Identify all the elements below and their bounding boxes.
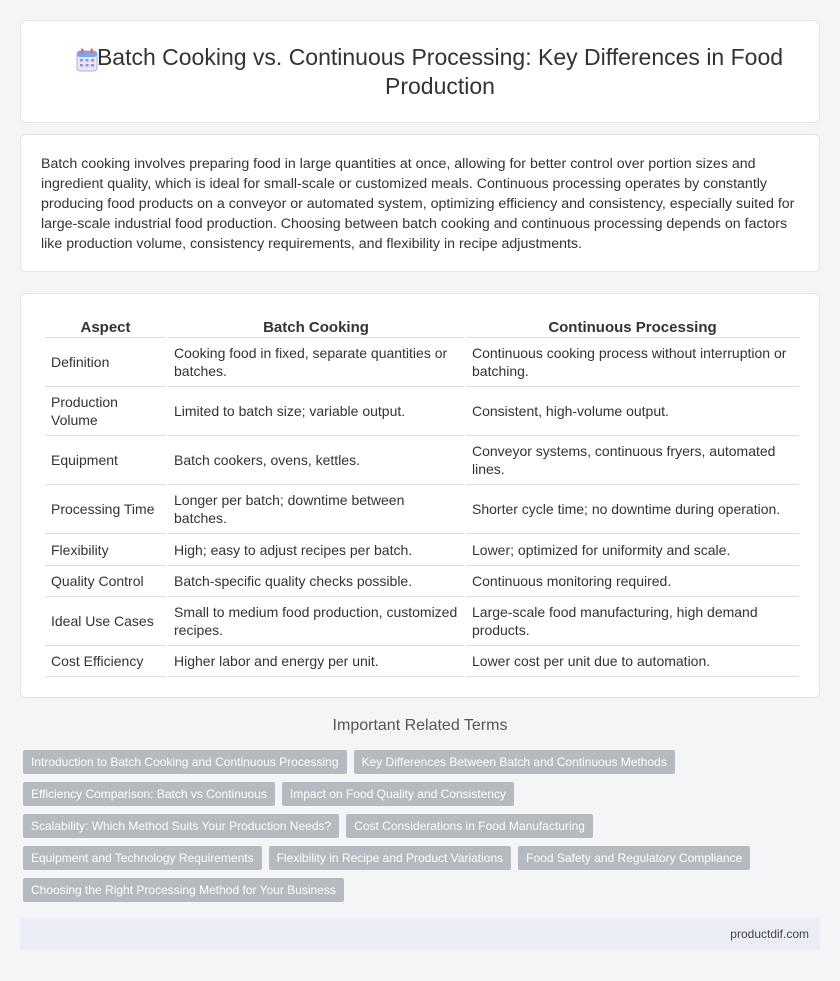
batch-cell: Cooking food in fixed, separate quantities or batches. (168, 338, 464, 387)
related-term-tag[interactable]: Equipment and Technology Requirements (23, 846, 262, 870)
related-term-tag[interactable]: Choosing the Right Processing Method for Your Business (23, 878, 344, 902)
table-row (45, 338, 799, 387)
table-header-row (45, 314, 799, 338)
comparison-table-card (20, 293, 820, 698)
related-term-tag[interactable]: Key Differences Between Batch and Continuous Methods (354, 750, 675, 774)
aspect-cell: Production Volume (45, 387, 166, 436)
related-term-tag[interactable]: Impact on Food Quality and Consistency (282, 782, 514, 806)
continuous-cell: Shorter cycle time; no downtime during operation. (466, 485, 799, 534)
intro-text: Batch cooking involves preparing food in large quantities at once, allowing for better control over portion sizes and ingredient quality, which is ideal for small-scale or customized meals. Continuous processing operates by constantly producing food products on a conveyor or automated system, optimizing efficiency and consistency, especially suited for large-scale industrial food production. Choosing between batch cooking and continuous processing depends on factors like production volume, consistency requirements, and flexibility in recipe adjustments. (41, 156, 795, 252)
continuous-cell: Conveyor systems, continuous fryers, automated lines. (466, 436, 799, 485)
table-row (45, 436, 799, 485)
related-term-tag[interactable]: Efficiency Comparison: Batch vs Continuous (23, 782, 275, 806)
batch-cell: Higher labor and energy per unit. (168, 646, 464, 677)
column-header: Aspect (45, 314, 166, 338)
continuous-cell: Consistent, high-volume output. (466, 387, 799, 436)
related-term-tag[interactable]: Scalability: Which Method Suits Your Production Needs? (23, 814, 339, 838)
tag-row (23, 846, 823, 870)
aspect-cell: Equipment (45, 436, 166, 485)
table-row (45, 646, 799, 677)
table-row (45, 597, 799, 646)
batch-cell: Batch-specific quality checks possible. (168, 566, 464, 597)
aspect-cell: Quality Control (45, 566, 166, 597)
related-term-tag[interactable]: Cost Considerations in Food Manufacturing (346, 814, 593, 838)
batch-cell: Limited to batch size; variable output. (168, 387, 464, 436)
table-row (45, 534, 799, 566)
tag-row (23, 814, 823, 838)
continuous-cell: Large-scale food manufacturing, high demand products. (466, 597, 799, 646)
tag-row (23, 878, 823, 902)
continuous-cell: Continuous cooking process without interruption or batching. (466, 338, 799, 387)
aspect-cell: Definition (45, 338, 166, 387)
related-term-tag[interactable]: Food Safety and Regulatory Compliance (518, 846, 750, 870)
intro-card (20, 134, 820, 272)
tag-row (23, 750, 823, 774)
aspect-cell: Processing Time (45, 485, 166, 534)
related-terms-title: Important Related Terms (332, 717, 508, 734)
column-header: Continuous Processing (466, 314, 799, 338)
batch-cell: Batch cookers, ovens, kettles. (168, 436, 464, 485)
related-terms-list (23, 750, 823, 910)
batch-cell: Longer per batch; downtime between batches. (168, 485, 464, 534)
table-row (45, 387, 799, 436)
batch-cell: Small to medium food production, customized recipes. (168, 597, 464, 646)
continuous-cell: Lower; optimized for uniformity and scale. (466, 534, 799, 566)
related-term-tag[interactable]: Introduction to Batch Cooking and Continuous Processing (23, 750, 347, 774)
related-term-tag[interactable]: Flexibility in Recipe and Product Variations (269, 846, 512, 870)
batch-cell: High; easy to adjust recipes per batch. (168, 534, 464, 566)
aspect-cell: Flexibility (45, 534, 166, 566)
page-title: Batch Cooking vs. Continuous Processing: Key Differences in Food Production (96, 44, 784, 99)
aspect-cell: Cost Efficiency (45, 646, 166, 677)
aspect-cell: Ideal Use Cases (45, 597, 166, 646)
comparison-table (43, 314, 801, 677)
table-row (45, 485, 799, 534)
tag-row (23, 782, 823, 806)
table-row (45, 566, 799, 597)
continuous-cell: Lower cost per unit due to automation. (466, 646, 799, 677)
footer (20, 918, 820, 950)
footer-site-link[interactable]: productdif.com (730, 927, 809, 941)
column-header: Batch Cooking (168, 314, 464, 338)
header-card (20, 20, 820, 123)
continuous-cell: Continuous monitoring required. (466, 566, 799, 597)
